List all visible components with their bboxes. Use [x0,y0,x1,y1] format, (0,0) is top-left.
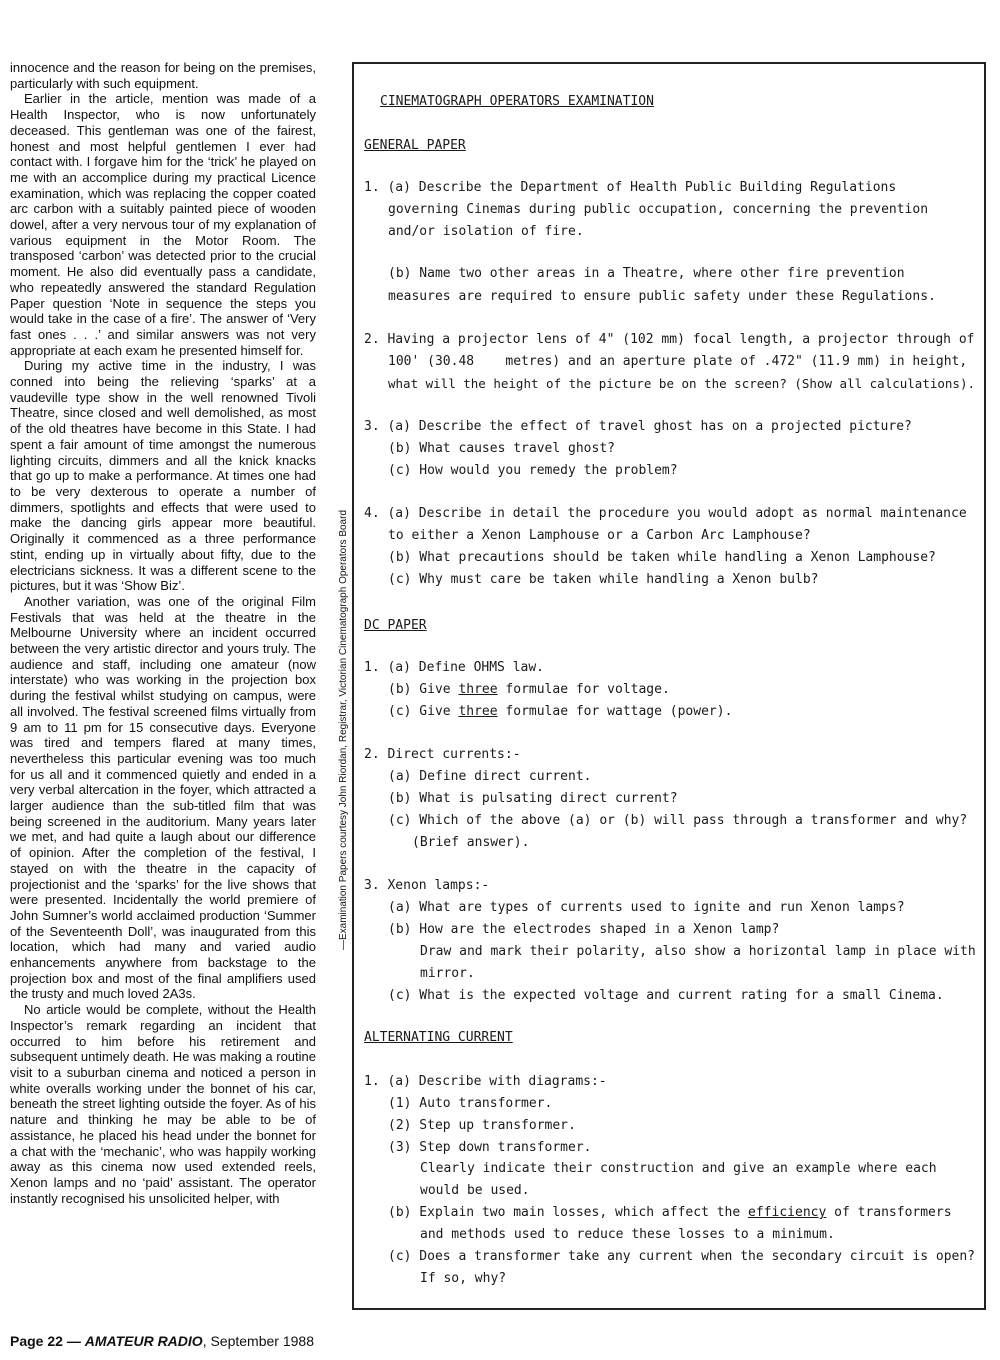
dc-q1c: (c) Give three formulae for wattage (power). [388,704,733,719]
general-q3a: 3. (a) Describe the effect of travel ghost has on a projected picture? [364,419,912,434]
exam-papers-box [352,62,986,1310]
publication-name: AMATEUR RADIO [84,1333,203,1349]
photo-credit: —Examination Papers courtesy John Riordan, Registrar, Victorian Cinematograph Operators Board [338,509,349,951]
article-paragraph-4: Another variation, was one of the original Film Festivals that was held at the theatre in the Melbourne University where an incident occurred between the very artistic director and yours truly. The audience and staff, including one amateur (now interstate) who was working in the projection box during the festival whilst studying on campus, were all involved. The festival screened films virtually from 9 am to 11 pm for 15 consecutive days. Everyone was tired and tempers flared at many times, nevertheless this particular evening was too much for us all and it commenced quietly and ended in a very verbal altercation in the foyer, which attracted a larger audience than the sub-titled film that was being screened in the auditorium. Many years later we met, and had quite a laugh about our difference of opinion. After the completion of the festival, I stayed on with the theatre in the capacity of projectionist and the ‘sparks’ for the live shows that were presented. Incidentally the world premiere of John Sumner’s world acclaimed production ‘Summer of the Seventeenth Doll’, was inaugurated from this location, which had many and varied audio enhancements anywhere from backstage to the projection box and most of the final amplifiers used the trusty and much loved 2A3s. [10,593,316,1002]
general-q3c: (c) How would you remedy the problem? [388,463,678,478]
dc-q3a: (a) What are types of currents used to ignite and run Xenon lamps? [388,900,905,915]
dc-q1b: (b) Give three formulae for voltage. [388,682,670,697]
dc-q2b: (b) What is pulsating direct current? [388,791,678,806]
general-q1b-line1: (b) Name two other areas in a Theatre, where other fire prevention [388,266,905,281]
page-footer [10,1333,314,1349]
dc-q3b-line3: mirror. [420,966,475,981]
dc-q3b-line2: Draw and mark their polarity, also show a horizontal lamp in place with [420,944,976,959]
general-q4b: (b) What precautions should be taken while handling a Xenon Lamphouse? [388,550,936,565]
dc-q3: 3. Xenon lamps:- [364,878,490,893]
general-q2-line2: 100' (30.48 metres) and an aperture plate of .472" (11.9 mm) in height, [388,354,968,369]
general-q4a-line2: to either a Xenon Lamphouse or a Carbon Arc Lamphouse? [388,528,811,543]
ac-item-3-note-line1: Clearly indicate their construction and give an example where each [420,1161,937,1176]
ac-heading: ALTERNATING CURRENT [364,1030,513,1045]
dc-q1a: 1. (a) Define OHMS law. [364,660,545,675]
ac-q1b-line1: (b) Explain two main losses, which affect the efficiency of transformers [388,1205,952,1220]
dc-q3b-line1: (b) How are the electrodes shaped in a Xenon lamp? [388,922,780,937]
general-q1a-line2: governing Cinemas during public occupation, concerning the prevention [388,202,929,217]
page-number: Page 22 [10,1333,63,1349]
general-q1a-line3: and/or isolation of fire. [388,224,584,239]
general-q1b-line2: measures are required to ensure public safety under these Regulations. [388,289,936,304]
general-q4c: (c) Why must care be taken while handling a Xenon bulb? [388,572,819,587]
ac-item-3-note-line2: would be used. [420,1183,530,1198]
ac-q1b-line2: and methods used to reduce these losses to a minimum. [420,1227,835,1242]
ac-item-3: (3) Step down transformer. [388,1140,592,1155]
ac-q1c-line1: (c) Does a transformer take any current when the secondary circuit is open? [388,1249,975,1264]
general-q4a-line1: 4. (a) Describe in detail the procedure you would adopt as normal maintenance [364,506,967,521]
dc-q3c: (c) What is the expected voltage and current rating for a small Cinema. [388,988,944,1003]
general-paper-heading: GENERAL PAPER [364,138,466,153]
dc-q2c-line1: (c) Which of the above (a) or (b) will pass through a transformer and why? [388,813,968,828]
article-paragraph-2: Earlier in the article, mention was made of a Health Inspector, who is now unfortunately deceased. This gentleman was one of the fairest, honest and most helpful gentlemen I ever had contact with. I forgave him for the ‘trick’ he played on me with an accomplice during my practical Licence examination, which was replacing the copper coated arc carbon with a suitably painted piece of wooden dowel, after a very nervous tour of my explanation of various equipment in the Motor Room. The transposed ‘carbon’ was detected prior to the crucial moment. He also did eventually pass a candidate, who repeatedly answered the standard Regulation Paper question ‘Note in sequence the steps you would take in the case of a fire’. The answer of ‘Very fast ones . . .’ and similar answers was not very appropriate at each exam he presented himself for. [10,91,316,358]
article-paragraph-3: During my active time in the industry, I was conned into being the relieving ‘sparks’ at a vaudeville type show in the well renowned Tivoli Theatre, since closed and well demolished, as most of the old theatres have become in this State. I had spent a fair amount of time amongst the numerous lighting circuits, dimmers and all the knick knacks that go up to make a performance. At times one had to be very dexterous to operate a number of dimmers, spotlights and effects that were used to make the dancing girls appear more beautiful. Originally it commenced as a three performance stint, ending up in virtually about fifty, due to the electricians sickness. It was a different scene to the pictures, but it was ‘Show Biz’. [10,358,316,594]
ac-q1a: 1. (a) Describe with diagrams:- [364,1074,607,1089]
dc-q2a: (a) Define direct current. [388,769,592,784]
footer-separator: — [62,1333,85,1349]
dc-q2c-line2: (Brief answer). [412,835,530,850]
general-q3b: (b) What causes travel ghost? [388,441,615,456]
exam-title: CINEMATOGRAPH OPERATORS EXAMINATION [380,94,654,109]
general-q1a-line1: 1. (a) Describe the Department of Health Public Building Regulations [364,180,897,195]
general-q2-line1: 2. Having a projector lens of 4" (102 mm) focal length, a projector through of [364,332,975,347]
general-q2-line3: what will the height of the picture be on the screen? (Show all calculations). [388,376,975,391]
issue-date: , September 1988 [202,1333,314,1349]
ac-q1c-line2: If so, why? [420,1271,507,1286]
ac-item-2: (2) Step up transformer. [388,1118,576,1133]
ac-item-1: (1) Auto transformer. [388,1096,553,1111]
dc-q2: 2. Direct currents:- [364,747,521,762]
article-paragraph-5: No article would be complete, without the Health Inspector’s remark regarding an incident that occurred to him before his retirement and subsequent untimely death. He was making a routine visit to a suburban cinema and noticed a person in white overalls working under the bonnet of his car, beneath the street lighting outside the foyer. As of his nature and thinking he may be able to be of assistance, he placed his head under the bonnet for a chat with the ‘mechanic’, who was happily working away as this cinema now used extended reels, Xenon lamps and no ‘paid’ assistant. The operator instantly recognised his unsolicited helper, with [10,1002,316,1206]
article-column [10,60,316,1206]
article-paragraph-1: innocence and the reason for being on the premises, particularly with such equipment. [10,60,316,91]
dc-paper-heading: DC PAPER [364,618,427,633]
